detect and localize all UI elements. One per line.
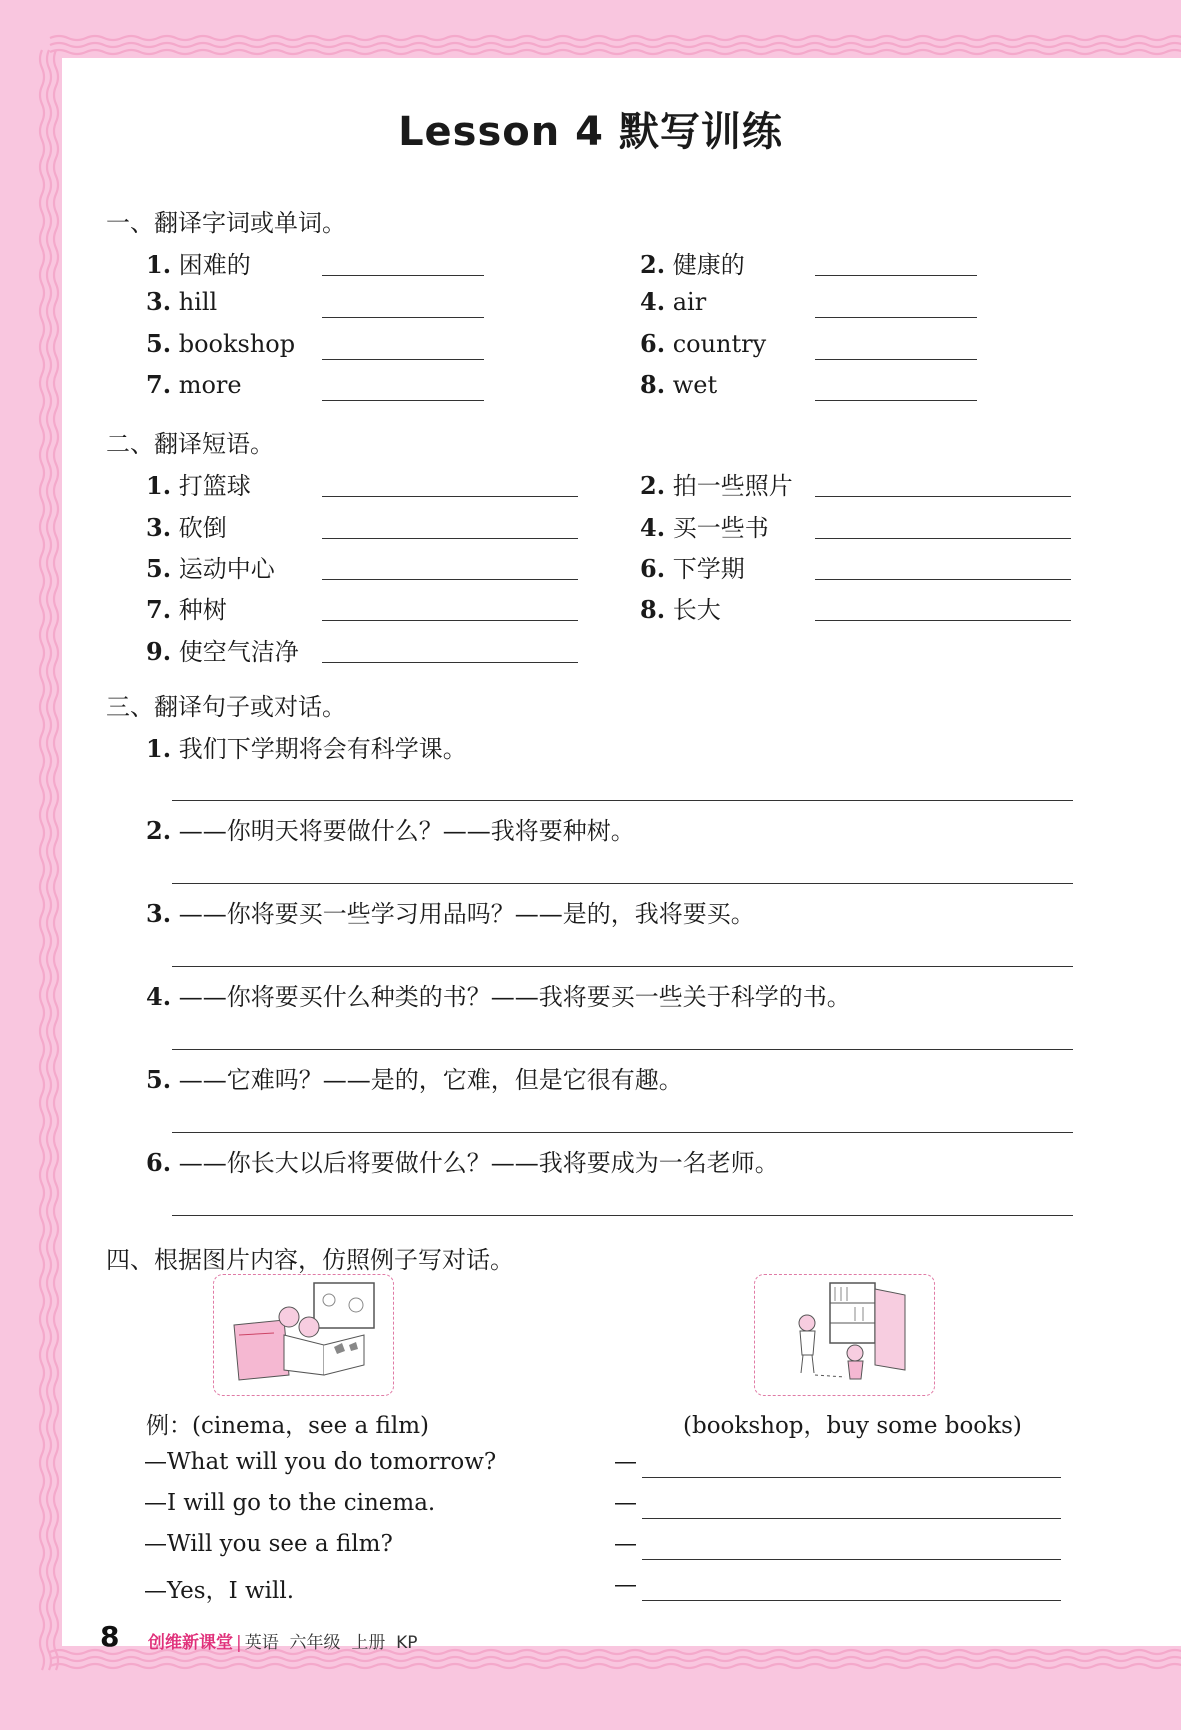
s1-answer-blank-8[interactable] [815,400,977,401]
s3-answer-line-2[interactable] [172,883,1073,884]
page-title: Lesson 4 默写训练 [398,109,783,155]
s1-item-7: 7. more [146,370,242,399]
s2-item-8: 8. 长大 [640,595,721,624]
s2-answer-blank-9[interactable] [322,662,578,663]
s3-answer-line-4[interactable] [172,1049,1073,1050]
footer-separator: | [236,1633,242,1653]
answer-dash-3: — [614,1531,637,1557]
s2-answer-blank-8[interactable] [815,620,1071,621]
cinema-picture [213,1274,394,1396]
s3-item-4: 4. ——你将要买什么种类的书？——我将要买一些关于科学的书。 [146,982,851,1011]
footer-info [148,1628,418,1653]
s2-answer-blank-4[interactable] [815,538,1071,539]
s2-item-1: 1. 打篮球 [146,471,251,500]
page-number: 8 [100,1620,120,1653]
s1-item-1: 1. 困难的 [146,250,251,279]
s2-item-5: 5. 运动中心 [146,554,275,583]
s3-item-5: 5. ——它难吗？——是的，它难，但是它很有趣。 [146,1065,683,1094]
s3-answer-line-5[interactable] [172,1132,1073,1133]
s1-item-3: 3. hill [146,287,218,316]
example-line-3: —Will you see a film? [144,1531,393,1557]
s2-answer-blank-7[interactable] [322,620,578,621]
s1-answer-blank-1[interactable] [322,275,484,276]
answer-dash-2: — [614,1490,637,1516]
dialog-answer-line-3[interactable] [642,1559,1061,1560]
section3-heading: 三、翻译句子或对话。 [106,693,346,721]
dialog-answer-line-4[interactable] [642,1600,1061,1601]
s1-item-5: 5. bookshop [146,329,296,358]
s2-answer-blank-2[interactable] [815,496,1071,497]
s3-item-3: 3. ——你将要买一些学习用品吗？——是的，我将要买。 [146,899,755,928]
s3-item-2: 2. ——你明天将要做什么？——我将要种树。 [146,816,635,845]
example-line-4: —Yes，I will. [144,1578,295,1604]
s1-answer-blank-7[interactable] [322,400,484,401]
example-line-2: —I will go to the cinema. [144,1490,436,1516]
task-caption: (bookshop，buy some books) [683,1413,1022,1439]
s3-answer-line-3[interactable] [172,966,1073,967]
footer-brand: 创维新课堂 [148,1633,233,1653]
s2-item-3: 3. 砍倒 [146,513,227,542]
s2-item-6: 6. 下学期 [640,554,745,583]
bookshop-illustration [755,1275,934,1395]
s1-item-2: 2. 健康的 [640,250,745,279]
s2-answer-blank-1[interactable] [322,496,578,497]
s1-answer-blank-3[interactable] [322,317,484,318]
s2-item-4: 4. 买一些书 [640,513,769,542]
s2-answer-blank-3[interactable] [322,538,578,539]
s1-answer-blank-4[interactable] [815,317,977,318]
dialog-answer-line-1[interactable] [642,1477,1061,1478]
s1-item-6: 6. country [640,329,767,358]
s2-answer-blank-6[interactable] [815,579,1071,580]
s3-item-6: 6. ——你长大以后将要做什么？——我将要成为一名老师。 [146,1148,779,1177]
footer-details: 英语 六年级 上册 KP [244,1633,418,1653]
s2-answer-blank-5[interactable] [322,579,578,580]
s1-item-4: 4. air [640,287,707,316]
s3-item-1: 1. 我们下学期将会有科学课。 [146,734,467,763]
bookshop-picture [754,1274,935,1396]
example-line-1: —What will you do tomorrow? [144,1449,497,1475]
s1-answer-blank-5[interactable] [322,359,484,360]
s1-item-8: 8. wet [640,370,718,399]
s3-answer-line-1[interactable] [172,800,1073,801]
s3-answer-line-6[interactable] [172,1215,1073,1216]
section2-heading: 二、翻译短语。 [106,430,274,458]
answer-dash-1: — [614,1449,637,1475]
answer-dash-4: — [614,1572,637,1598]
section4-heading: 四、根据图片内容，仿照例子写对话。 [106,1246,514,1274]
example-caption: 例：(cinema，see a film) [146,1413,429,1439]
section1-heading: 一、翻译字词或单词。 [106,209,346,237]
s1-answer-blank-6[interactable] [815,359,977,360]
s1-answer-blank-2[interactable] [815,275,977,276]
cinema-illustration [214,1275,393,1395]
s2-item-7: 7. 种树 [146,595,227,624]
dialog-answer-line-2[interactable] [642,1518,1061,1519]
s2-item-9: 9. 使空气洁净 [146,637,299,666]
s2-item-2: 2. 拍一些照片 [640,471,793,500]
